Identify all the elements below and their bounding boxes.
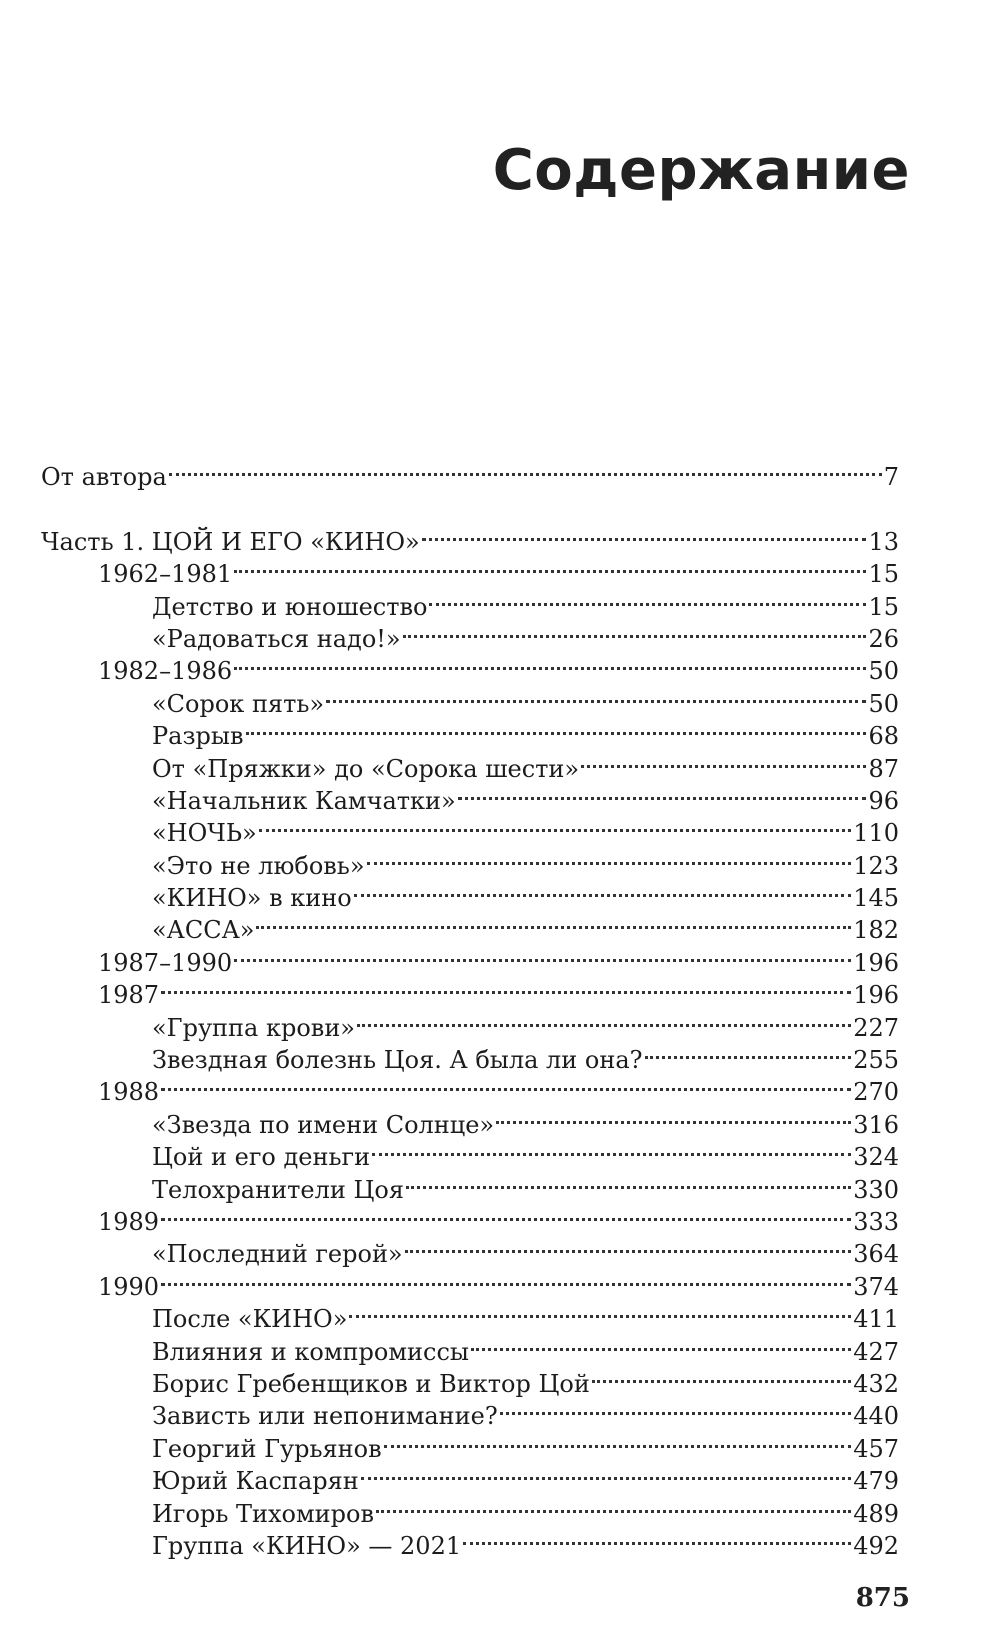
toc-entry-page: 457	[853, 1434, 899, 1463]
toc-entry-page: 145	[853, 884, 899, 913]
toc-dot-leader	[367, 841, 852, 873]
table-of-contents	[41, 453, 899, 1560]
toc-entry-page: 374	[853, 1272, 899, 1301]
toc-entry	[41, 453, 899, 492]
toc-entry-page: 87	[868, 754, 899, 783]
toc-dot-leader	[161, 1068, 851, 1100]
toc-entry-page: 330	[853, 1175, 899, 1204]
toc-entry-title: «Начальник Камчатки»	[152, 786, 456, 815]
toc-dot-leader	[326, 679, 866, 711]
toc-entry-page: 411	[853, 1305, 899, 1334]
toc-entry-page: 333	[853, 1207, 899, 1236]
toc-entry	[41, 1230, 899, 1269]
toc-entry	[41, 1262, 899, 1301]
toc-dot-leader	[645, 1036, 852, 1068]
toc-entry	[41, 1295, 899, 1334]
toc-entry-title: «АССА»	[152, 916, 255, 945]
toc-entry-page: 13	[868, 527, 899, 556]
toc-dot-leader	[592, 1360, 851, 1392]
toc-dot-leader	[161, 971, 851, 1003]
toc-entry-page: 196	[853, 948, 899, 977]
toc-entry-page: 110	[853, 819, 899, 848]
toc-dot-leader	[429, 582, 866, 614]
toc-entry-title: «Радоваться надо!»	[152, 624, 401, 653]
toc-entry-title: «Это не любовь»	[152, 851, 365, 880]
toc-entry-page: 227	[853, 1013, 899, 1042]
toc-entry-title: 1989	[98, 1207, 160, 1236]
toc-dot-leader	[169, 453, 882, 485]
toc-entry-title: Звездная болезнь Цоя. А была ли она?	[152, 1046, 643, 1075]
toc-entry-title: Георгий Гурьянов	[152, 1434, 382, 1463]
toc-entry-title: 1987	[98, 981, 160, 1010]
toc-dot-leader	[354, 874, 852, 906]
toc-entry-title: Игорь Тихомиров	[152, 1499, 374, 1528]
toc-dot-leader	[234, 938, 851, 970]
toc-entry-title: Детство и юношество	[152, 592, 428, 621]
toc-entry-page: 7	[883, 463, 899, 492]
toc-dot-leader	[234, 647, 866, 679]
toc-entry-title: «КИНО» в кино	[152, 884, 352, 913]
toc-dot-leader	[405, 1230, 852, 1262]
toc-entry-title: 1962–1981	[98, 560, 233, 589]
toc-entry-title: Группа «КИНО» — 2021	[152, 1531, 462, 1560]
toc-entry-title: Телохранители Цоя	[152, 1175, 404, 1204]
toc-entry-page: 15	[868, 592, 899, 621]
toc-entry-title: Юрий Каспарян	[152, 1467, 359, 1496]
toc-entry-page: 50	[868, 689, 899, 718]
toc-entry-page: 427	[853, 1337, 899, 1366]
toc-entry-title: От «Пряжки» до «Сорока шести»	[152, 754, 580, 783]
toc-dot-leader	[161, 1198, 851, 1230]
toc-dot-leader	[422, 517, 867, 549]
toc-entry-title: Цой и его деньги	[152, 1143, 371, 1172]
toc-entry-page: 479	[853, 1467, 899, 1496]
toc-entry-title: От автора	[41, 463, 167, 492]
toc-dot-leader	[372, 1133, 851, 1165]
toc-entry	[41, 517, 899, 556]
toc-entry-page: 196	[853, 981, 899, 1010]
toc-dot-leader	[376, 1489, 851, 1521]
toc-dot-leader	[161, 1262, 851, 1294]
toc-dot-leader	[471, 1327, 851, 1359]
toc-dot-leader	[406, 1165, 851, 1197]
toc-entry-title: 1987–1990	[98, 948, 233, 977]
toc-dot-leader	[361, 1457, 851, 1489]
toc-entry-page: 489	[853, 1499, 899, 1528]
toc-entry-title: «НОЧЬ»	[152, 819, 257, 848]
toc-entry-title: 1982–1986	[98, 657, 233, 686]
toc-entry	[41, 1068, 899, 1107]
toc-dot-leader	[384, 1424, 852, 1456]
toc-entry-page: 182	[853, 916, 899, 945]
toc-entry-page: 50	[868, 657, 899, 686]
toc-dot-leader	[357, 1003, 851, 1035]
toc-dot-leader	[349, 1295, 851, 1327]
toc-dot-leader	[403, 615, 867, 647]
toc-dot-leader	[458, 777, 867, 809]
toc-entry-page: 316	[853, 1110, 899, 1139]
toc-entry-page: 270	[853, 1078, 899, 1107]
toc-dot-leader	[256, 906, 851, 938]
toc-entry-title: «Сорок пять»	[152, 689, 325, 718]
toc-entry-title: «Звезда по имени Солнце»	[152, 1110, 495, 1139]
page-title: Содержание	[492, 138, 910, 203]
toc-entry-page: 26	[868, 624, 899, 653]
toc-entry	[41, 1003, 899, 1042]
toc-entry-page: 96	[868, 786, 899, 815]
toc-entry-page: 123	[853, 851, 899, 880]
toc-entry-title: После «КИНО»	[152, 1305, 348, 1334]
toc-entry-title: Разрыв	[152, 722, 244, 751]
toc-entry-title: 1990	[98, 1272, 160, 1301]
toc-entry-page: 324	[853, 1143, 899, 1172]
toc-entry-title: Зависть или непонимание?	[152, 1402, 498, 1431]
toc-dot-leader	[234, 550, 866, 582]
toc-dot-leader	[500, 1392, 851, 1424]
toc-entry	[41, 1100, 899, 1139]
page-number: 875	[855, 1583, 910, 1613]
toc-entry-title: «Группа крови»	[152, 1013, 355, 1042]
toc-entry-title: Часть 1. ЦОЙ И ЕГО «КИНО»	[41, 527, 420, 556]
toc-entry-page: 68	[868, 722, 899, 751]
toc-entry-title: 1988	[98, 1078, 160, 1107]
toc-entry-page: 15	[868, 560, 899, 589]
toc-dot-leader	[581, 744, 866, 776]
toc-entry-page: 432	[853, 1369, 899, 1398]
toc-entry	[41, 971, 899, 1010]
toc-dot-leader	[496, 1100, 851, 1132]
toc-entry	[41, 1198, 899, 1236]
toc-dot-leader	[259, 809, 851, 841]
toc-entry-page: 440	[853, 1402, 899, 1431]
toc-entry-page: 255	[853, 1046, 899, 1075]
toc-entry-page: 492	[853, 1531, 899, 1560]
toc-dot-leader	[246, 712, 867, 744]
toc-entry-title: Влияния и компромиссы	[152, 1337, 469, 1366]
toc-dot-leader	[463, 1522, 851, 1554]
toc-entry-title: Борис Гребенщиков и Виктор Цой	[152, 1369, 590, 1398]
toc-entry-page: 364	[853, 1240, 899, 1269]
toc-entry-title: «Последний герой»	[152, 1240, 403, 1269]
